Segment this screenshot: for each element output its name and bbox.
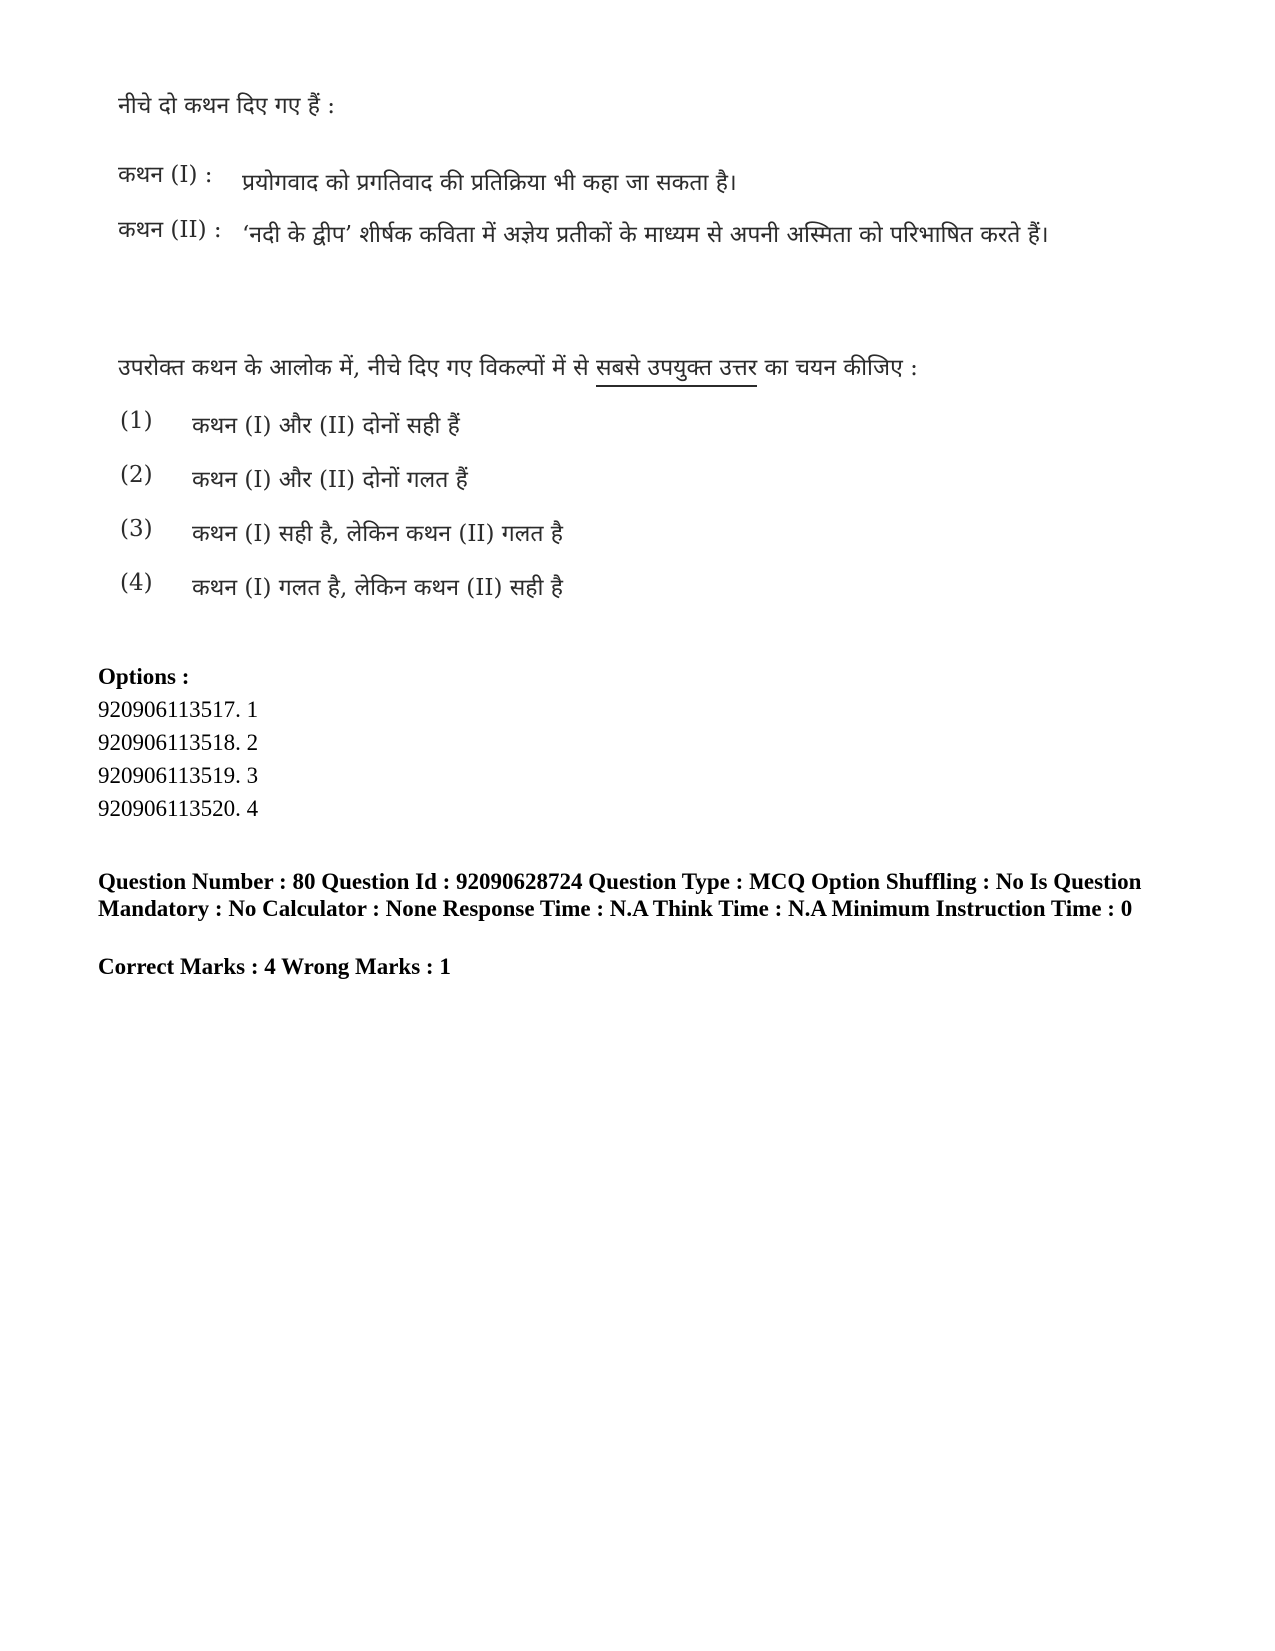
- option-item: 920906113517. 1: [98, 697, 259, 722]
- choice-3-text: कथन (I) सही है, लेकिन कथन (II) गलत है: [192, 521, 563, 547]
- choice-1-number: (1): [120, 408, 153, 434]
- statement-2: [118, 212, 1062, 258]
- question-instruction: [118, 350, 918, 382]
- option-item: 920906113519. 3: [98, 763, 259, 788]
- choice-3-number: (3): [120, 516, 153, 542]
- options-list: [98, 693, 258, 825]
- question-intro: नीचे दो कथन दिए गए हैं :: [118, 93, 336, 119]
- option-item: 920906113518. 2: [98, 730, 259, 755]
- option-item: 920906113520. 4: [98, 796, 259, 821]
- statement-1-label: कथन (I) :: [118, 162, 213, 188]
- instruction-before: उपरोक्त कथन के आलोक में, नीचे दिए गए विकल्पों में से: [118, 355, 589, 381]
- instruction-after: का चयन कीजिए :: [764, 355, 918, 381]
- choice-4-text: कथन (I) गलत है, लेकिन कथन (II) सही है: [192, 575, 563, 601]
- choice-2: [120, 462, 468, 494]
- choice-4-number: (4): [120, 570, 153, 596]
- question-info: Question Number : 80 Question Id : 92090628724 Question Type : MCQ Option Shuffling : No Is Question Mandatory : No Calculator : None Response Time : N.A Think Time : N.A Minimum Instruction Time : 0: [98, 869, 1142, 921]
- options-section: [98, 660, 258, 825]
- choice-4: [120, 570, 563, 602]
- choice-2-number: (2): [120, 462, 153, 488]
- statement-2-text: ‘नदी के द्वीप’ शीर्षक कविता में अज्ञेय प्रतीकों के माध्यम से अपनी अस्मिता को परिभाषित करते हैं।: [242, 222, 1049, 248]
- choice-3: [120, 516, 563, 548]
- instruction-underlined: सबसे उपयुक्त उत्तर: [596, 355, 757, 387]
- statement-2-label: कथन (II) :: [118, 217, 222, 243]
- statement-1-text: प्रयोगवाद को प्रगतिवाद की प्रतिक्रिया भी कहा जा सकता है।: [242, 170, 737, 196]
- statement-1: [118, 160, 1062, 206]
- choice-2-text: कथन (I) और (II) दोनों गलत हैं: [192, 467, 468, 493]
- options-heading: Options :: [98, 664, 190, 689]
- choice-1-text: कथन (I) और (II) दोनों सही हैं: [192, 413, 460, 439]
- choice-1: [120, 408, 460, 440]
- question-marks: Correct Marks : 4 Wrong Marks : 1: [98, 954, 451, 979]
